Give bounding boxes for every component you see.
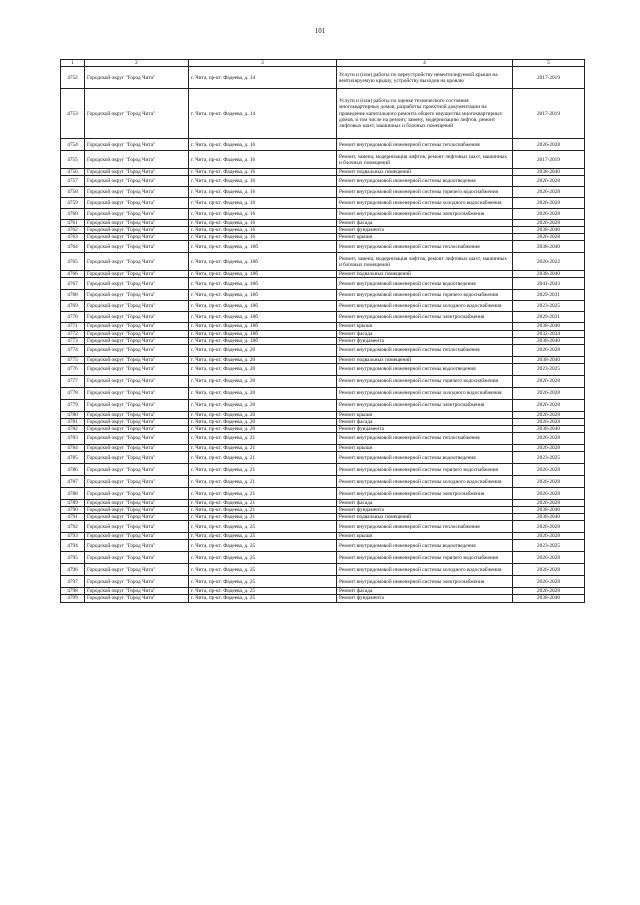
table-row [61, 375, 585, 387]
work-type-cell: Ремонт внутридомовой инженерной системы холодного водоснабжения [337, 476, 513, 488]
period-cell: 2023-2025 [513, 540, 585, 552]
work-type-cell: Ремонт фундамента [337, 227, 513, 234]
period-cell: 2017-2019 [513, 151, 585, 169]
period-cell: 2017-2019 [513, 67, 585, 89]
work-type-cell: Ремонт подвальных помещений [337, 169, 513, 176]
column-header: 3 [189, 60, 337, 67]
table-row [61, 595, 585, 602]
table-row [61, 169, 585, 176]
address-cell: г. Чита, пр-кт. Фадеева, д. 21 [189, 452, 337, 464]
municipality-cell: Городской округ "Город Чита" [85, 139, 189, 151]
period-cell: 2038-2040 [513, 227, 585, 234]
table-row [61, 464, 585, 476]
table-row [61, 198, 585, 209]
period-cell: 2017-2019 [513, 89, 585, 139]
row-number-cell: 4773 [61, 337, 85, 344]
address-cell: г. Чита, пр-кт. Фадеева, д. 20 [189, 363, 337, 375]
period-cell: 2041-2043 [513, 278, 585, 290]
address-cell: г. Чита, пр-кт. Фадеева, д. 25 [189, 521, 337, 533]
address-cell: г. Чита, пр-кт. Фадеева, д. 25 [189, 564, 337, 576]
address-cell: г. Чита, пр-кт. Фадеева, д. 21 [189, 514, 337, 521]
address-cell: г. Чита, пр-кт. Фадеева, д. 16 [189, 139, 337, 151]
work-type-cell: Ремонт внутридомовой инженерной системы водоотведения [337, 278, 513, 290]
row-number-cell: 4752 [61, 67, 85, 89]
municipality-cell: Городской округ "Город Чита" [85, 271, 189, 278]
address-cell: г. Чита, пр-кт. Фадеева, д. 18б [189, 330, 337, 337]
municipality-cell: Городской округ "Город Чита" [85, 198, 189, 209]
period-cell: 2026-2028 [513, 176, 585, 187]
work-type-cell: Ремонт фасада [337, 220, 513, 227]
work-type-cell: Услуги и (или) работы по оценке технического состояния многоквартирных домов, разработка проектной документации на проведение капитального ремонта общего имущества многоквартирных домов, в том числе на ремонт, замену, модернизацию лифтов, ремонт лифтовых шахт, машинных и блочных помещений [337, 89, 513, 139]
period-cell: 2026-2028 [513, 198, 585, 209]
address-cell: г. Чита, пр-кт. Фадеева, д. 20 [189, 375, 337, 387]
row-number-cell: 4753 [61, 89, 85, 139]
table-row [61, 588, 585, 595]
work-type-cell: Ремонт внутридомовой инженерной системы холодного водоснабжения [337, 387, 513, 399]
table-row [61, 187, 585, 198]
work-type-cell: Ремонт крыши [337, 234, 513, 241]
row-number-cell: 4776 [61, 363, 85, 375]
municipality-cell: Городской округ "Город Чита" [85, 552, 189, 564]
row-number-cell: 4783 [61, 433, 85, 445]
municipality-cell: Городской округ "Город Чита" [85, 507, 189, 514]
municipality-cell: Городской округ "Город Чита" [85, 387, 189, 399]
address-cell: г. Чита, пр-кт. Фадеева, д. 16 [189, 234, 337, 241]
work-type-cell: Услуги и (или) работы по переустройству невентилируемой крыши на вентилируемую крышу, устройству выходов на кровлю [337, 67, 513, 89]
address-cell: г. Чита, пр-кт. Фадеева, д. 18б [189, 290, 337, 301]
table-row [61, 399, 585, 411]
work-type-cell: Ремонт фасада [337, 588, 513, 595]
table-row [61, 278, 585, 290]
table-row [61, 312, 585, 323]
work-type-cell: Ремонт внутридомовой инженерной системы электроснабжения [337, 576, 513, 588]
address-cell: г. Чита, пр-кт. Фадеева, д. 21 [189, 507, 337, 514]
address-cell: г. Чита, пр-кт. Фадеева, д. 20 [189, 411, 337, 418]
municipality-cell: Городской округ "Город Чита" [85, 234, 189, 241]
municipality-cell: Городской округ "Город Чита" [85, 220, 189, 227]
table-row [61, 514, 585, 521]
table-row [61, 323, 585, 330]
table-row [61, 344, 585, 356]
row-number-cell: 4795 [61, 552, 85, 564]
work-type-cell: Ремонт внутридомовой инженерной системы водоотведения [337, 540, 513, 552]
table-row [61, 227, 585, 234]
work-type-cell: Ремонт фундамента [337, 507, 513, 514]
table-row [61, 89, 585, 139]
work-type-cell: Ремонт крыши [337, 445, 513, 452]
work-type-cell: Ремонт фасада [337, 330, 513, 337]
table-row [61, 476, 585, 488]
address-cell: г. Чита, пр-кт. Фадеева, д. 25 [189, 540, 337, 552]
table-row [61, 67, 585, 89]
table-row [61, 533, 585, 540]
row-number-cell: 4768 [61, 290, 85, 301]
work-type-cell: Ремонт крыши [337, 411, 513, 418]
address-cell: г. Чита, пр-кт. Фадеева, д. 21 [189, 476, 337, 488]
municipality-cell: Городской округ "Город Чита" [85, 278, 189, 290]
row-number-cell: 4798 [61, 588, 85, 595]
work-type-cell: Ремонт фундамента [337, 595, 513, 602]
row-number-cell: 4787 [61, 476, 85, 488]
municipality-cell: Городской округ "Город Чита" [85, 67, 189, 89]
period-cell: 2038-2040 [513, 514, 585, 521]
row-number-cell: 4791 [61, 514, 85, 521]
address-cell: г. Чита, пр-кт. Фадеева, д. 16 [189, 169, 337, 176]
row-number-cell: 4782 [61, 425, 85, 432]
period-cell: 2038-2040 [513, 337, 585, 344]
table-row [61, 330, 585, 337]
work-type-cell: Ремонт внутридомовой инженерной системы горячего водоснабжения [337, 375, 513, 387]
address-cell: г. Чита, пр-кт. Фадеева, д. 21 [189, 445, 337, 452]
row-number-cell: 4760 [61, 209, 85, 220]
table-row [61, 337, 585, 344]
work-type-cell: Ремонт фасада [337, 500, 513, 507]
period-cell: 2038-2040 [513, 323, 585, 330]
row-number-cell: 4767 [61, 278, 85, 290]
row-number-cell: 4754 [61, 139, 85, 151]
table-row [61, 290, 585, 301]
work-type-cell: Ремонт внутридомовой инженерной системы электроснабжения [337, 312, 513, 323]
period-cell: 2038-2040 [513, 507, 585, 514]
row-number-cell: 4797 [61, 576, 85, 588]
address-cell: г. Чита, пр-кт. Фадеева, д. 18б [189, 301, 337, 312]
work-type-cell: Ремонт внутридомовой инженерной системы горячего водоснабжения [337, 464, 513, 476]
address-cell: г. Чита, пр-кт. Фадеева, д. 16 [189, 187, 337, 198]
period-cell: 2026-2028 [513, 564, 585, 576]
row-number-cell: 4762 [61, 227, 85, 234]
address-cell: г. Чита, пр-кт. Фадеева, д. 18б [189, 241, 337, 253]
row-number-cell: 4794 [61, 540, 85, 552]
row-number-cell: 4771 [61, 323, 85, 330]
page-number: 101 [314, 27, 326, 35]
column-header: 1 [61, 60, 85, 67]
row-number-cell: 4775 [61, 356, 85, 363]
column-header: 2 [85, 60, 189, 67]
row-number-cell: 4756 [61, 169, 85, 176]
address-cell: г. Чита, пр-кт. Фадеева, д. 14 [189, 67, 337, 89]
municipality-cell: Городской округ "Город Чита" [85, 363, 189, 375]
row-number-cell: 4769 [61, 301, 85, 312]
period-cell: 2026-2028 [513, 399, 585, 411]
address-cell: г. Чита, пр-кт. Фадеева, д. 20 [189, 344, 337, 356]
work-type-cell: Ремонт внутридомовой инженерной системы водоотведения [337, 452, 513, 464]
address-cell: г. Чита, пр-кт. Фадеева, д. 18б [189, 312, 337, 323]
work-type-cell: Ремонт внутридомовой инженерной системы теплоснабжения [337, 241, 513, 253]
period-cell: 2026-2028 [513, 418, 585, 425]
period-cell: 2038-2040 [513, 356, 585, 363]
address-cell: г. Чита, пр-кт. Фадеева, д. 18б [189, 253, 337, 271]
period-cell: 2026-2028 [513, 411, 585, 418]
municipality-cell: Городской округ "Город Чита" [85, 344, 189, 356]
row-number-cell: 4786 [61, 464, 85, 476]
row-number-cell: 4792 [61, 521, 85, 533]
work-type-cell: Ремонт внутридомовой инженерной системы холодного водоснабжения [337, 301, 513, 312]
municipality-cell: Городской округ "Город Чита" [85, 356, 189, 363]
municipality-cell: Городской округ "Город Чита" [85, 151, 189, 169]
work-type-cell: Ремонт внутридомовой инженерной системы электроснабжения [337, 488, 513, 500]
address-cell: г. Чита, пр-кт. Фадеева, д. 16 [189, 209, 337, 220]
period-cell: 2026-2028 [513, 187, 585, 198]
row-number-cell: 4764 [61, 241, 85, 253]
row-number-cell: 4770 [61, 312, 85, 323]
row-number-cell: 4799 [61, 595, 85, 602]
work-type-cell: Ремонт внутридомовой инженерной системы электроснабжения [337, 209, 513, 220]
address-cell: г. Чита, пр-кт. Фадеева, д. 16 [189, 220, 337, 227]
table-row [61, 234, 585, 241]
address-cell: г. Чита, пр-кт. Фадеева, д. 18б [189, 337, 337, 344]
period-cell: 2026-2028 [513, 476, 585, 488]
row-number-cell: 4758 [61, 187, 85, 198]
table-row [61, 363, 585, 375]
work-type-cell: Ремонт внутридомовой инженерной системы водоотведения [337, 363, 513, 375]
capital-repair-table [60, 59, 585, 603]
address-cell: г. Чита, пр-кт. Фадеева, д. 18б [189, 271, 337, 278]
work-type-cell: Ремонт внутридомовой инженерной системы горячего водоснабжения [337, 552, 513, 564]
municipality-cell: Городской округ "Город Чита" [85, 337, 189, 344]
period-cell: 2026-2028 [513, 445, 585, 452]
row-number-cell: 4761 [61, 220, 85, 227]
address-cell: г. Чита, пр-кт. Фадеева, д. 25 [189, 595, 337, 602]
period-cell: 2026-2028 [513, 576, 585, 588]
work-type-cell: Ремонт внутридомовой инженерной системы теплоснабжения [337, 521, 513, 533]
table-row [61, 425, 585, 432]
address-cell: г. Чита, пр-кт. Фадеева, д. 21 [189, 488, 337, 500]
period-cell: 2026-2028 [513, 521, 585, 533]
table-row [61, 241, 585, 253]
work-type-cell: Ремонт крыши [337, 323, 513, 330]
table-row [61, 387, 585, 399]
municipality-cell: Городской округ "Город Чита" [85, 452, 189, 464]
row-number-cell: 4766 [61, 271, 85, 278]
address-cell: г. Чита, пр-кт. Фадеева, д. 25 [189, 588, 337, 595]
period-cell: 2026-2028 [513, 139, 585, 151]
row-number-cell: 4789 [61, 500, 85, 507]
table-row [61, 564, 585, 576]
table-row [61, 500, 585, 507]
period-cell: 2026-2028 [513, 500, 585, 507]
municipality-cell: Городской округ "Город Чита" [85, 399, 189, 411]
row-number-cell: 4781 [61, 418, 85, 425]
row-number-cell: 4793 [61, 533, 85, 540]
column-header: 4 [337, 60, 513, 67]
address-cell: г. Чита, пр-кт. Фадеева, д. 25 [189, 576, 337, 588]
work-type-cell: Ремонт фундамента [337, 337, 513, 344]
municipality-cell: Городской округ "Город Чита" [85, 433, 189, 445]
work-type-cell: Ремонт внутридомовой инженерной системы теплоснабжения [337, 139, 513, 151]
address-cell: г. Чита, пр-кт. Фадеева, д. 20 [189, 425, 337, 432]
table-row [61, 445, 585, 452]
period-cell: 2026-2028 [513, 488, 585, 500]
municipality-cell: Городской округ "Город Чита" [85, 595, 189, 602]
table-row [61, 301, 585, 312]
municipality-cell: Городской округ "Город Чита" [85, 533, 189, 540]
period-cell: 2038-2040 [513, 241, 585, 253]
work-type-cell: Ремонт фасада [337, 418, 513, 425]
period-cell: 2026-2028 [513, 552, 585, 564]
work-type-cell: Ремонт внутридомовой инженерной системы водоотведения [337, 176, 513, 187]
work-type-cell: Ремонт внутридомовой инженерной системы теплоснабжения [337, 344, 513, 356]
period-cell: 2023-2025 [513, 363, 585, 375]
row-number-cell: 4755 [61, 151, 85, 169]
period-cell: 2032-2034 [513, 330, 585, 337]
municipality-cell: Городской округ "Город Чита" [85, 514, 189, 521]
municipality-cell: Городской округ "Город Чита" [85, 576, 189, 588]
municipality-cell: Городской округ "Город Чита" [85, 500, 189, 507]
row-number-cell: 4788 [61, 488, 85, 500]
row-number-cell: 4765 [61, 253, 85, 271]
address-cell: г. Чита, пр-кт. Фадеева, д. 20 [189, 356, 337, 363]
address-cell: г. Чита, пр-кт. Фадеева, д. 25 [189, 552, 337, 564]
work-type-cell: Ремонт подвальных помещений [337, 271, 513, 278]
work-type-cell: Ремонт внутридомовой инженерной системы горячего водоснабжения [337, 290, 513, 301]
table-row [61, 356, 585, 363]
table-row [61, 209, 585, 220]
table-row [61, 540, 585, 552]
address-cell: г. Чита, пр-кт. Фадеева, д. 20 [189, 418, 337, 425]
address-cell: г. Чита, пр-кт. Фадеева, д. 21 [189, 500, 337, 507]
row-number-cell: 4778 [61, 387, 85, 399]
period-cell: 2026-2028 [513, 433, 585, 445]
period-cell: 2038-2040 [513, 595, 585, 602]
row-number-cell: 4774 [61, 344, 85, 356]
period-cell: 2029-2031 [513, 312, 585, 323]
address-cell: г. Чита, пр-кт. Фадеева, д. 20 [189, 399, 337, 411]
table-row [61, 521, 585, 533]
table-row [61, 433, 585, 445]
row-number-cell: 4784 [61, 445, 85, 452]
table-row [61, 139, 585, 151]
period-cell: 2026-2028 [513, 533, 585, 540]
period-cell: 2026-2028 [513, 220, 585, 227]
row-number-cell: 4757 [61, 176, 85, 187]
row-number-cell: 4763 [61, 234, 85, 241]
work-type-cell: Ремонт внутридомовой инженерной системы холодного водоснабжения [337, 198, 513, 209]
period-cell: 2038-2040 [513, 271, 585, 278]
table-row [61, 488, 585, 500]
municipality-cell: Городской округ "Город Чита" [85, 540, 189, 552]
work-type-cell: Ремонт, замена, модернизация лифтов, ремонт лифтовых шахт, машинных и блочных помещений [337, 151, 513, 169]
row-number-cell: 4772 [61, 330, 85, 337]
municipality-cell: Городской округ "Город Чита" [85, 425, 189, 432]
work-type-cell: Ремонт внутридомовой инженерной системы электроснабжения [337, 399, 513, 411]
work-type-cell: Ремонт внутридомовой инженерной системы горячего водоснабжения [337, 187, 513, 198]
row-number-cell: 4785 [61, 452, 85, 464]
period-cell: 2038-2040 [513, 425, 585, 432]
work-type-cell: Ремонт, замена, модернизация лифтов, ремонт лифтовых шахт, машинных и блочных помещений [337, 253, 513, 271]
row-number-cell: 4790 [61, 507, 85, 514]
work-type-cell: Ремонт подвальных помещений [337, 356, 513, 363]
municipality-cell: Городской округ "Город Чита" [85, 169, 189, 176]
period-cell: 2026-2028 [513, 234, 585, 241]
row-number-cell: 4780 [61, 411, 85, 418]
period-cell: 2023-2025 [513, 301, 585, 312]
municipality-cell: Городской округ "Город Чита" [85, 312, 189, 323]
table-row [61, 271, 585, 278]
address-cell: г. Чита, пр-кт. Фадеева, д. 16 [189, 198, 337, 209]
municipality-cell: Городской округ "Город Чита" [85, 330, 189, 337]
address-cell: г. Чита, пр-кт. Фадеева, д. 16 [189, 227, 337, 234]
municipality-cell: Городской округ "Город Чита" [85, 375, 189, 387]
period-cell: 2026-2028 [513, 387, 585, 399]
row-number-cell: 4777 [61, 375, 85, 387]
table-row [61, 552, 585, 564]
address-cell: г. Чита, пр-кт. Фадеева, д. 16 [189, 151, 337, 169]
municipality-cell: Городской округ "Город Чита" [85, 411, 189, 418]
period-cell: 2023-2025 [513, 452, 585, 464]
address-cell: г. Чита, пр-кт. Фадеева, д. 18б [189, 278, 337, 290]
work-type-cell: Ремонт внутридомовой инженерной системы теплоснабжения [337, 433, 513, 445]
address-cell: г. Чита, пр-кт. Фадеева, д. 25 [189, 533, 337, 540]
period-cell: 2026-2028 [513, 209, 585, 220]
address-cell: г. Чита, пр-кт. Фадеева, д. 18б [189, 323, 337, 330]
table-row [61, 253, 585, 271]
address-cell: г. Чита, пр-кт. Фадеева, д. 21 [189, 464, 337, 476]
period-cell: 2026-2028 [513, 344, 585, 356]
period-cell: 2020-2022 [513, 253, 585, 271]
table-row [61, 576, 585, 588]
table-header-row [61, 60, 585, 67]
municipality-cell: Городской округ "Город Чита" [85, 588, 189, 595]
table-row [61, 220, 585, 227]
period-cell: 2026-2028 [513, 375, 585, 387]
municipality-cell: Городской округ "Город Чита" [85, 464, 189, 476]
municipality-cell: Городской округ "Город Чита" [85, 418, 189, 425]
table-row [61, 411, 585, 418]
row-number-cell: 4759 [61, 198, 85, 209]
address-cell: г. Чита, пр-кт. Фадеева, д. 20 [189, 387, 337, 399]
municipality-cell: Городской округ "Город Чита" [85, 445, 189, 452]
municipality-cell: Городской округ "Город Чита" [85, 521, 189, 533]
municipality-cell: Городской округ "Город Чита" [85, 176, 189, 187]
period-cell: 2029-2031 [513, 290, 585, 301]
municipality-cell: Городской округ "Город Чита" [85, 253, 189, 271]
address-cell: г. Чита, пр-кт. Фадеева, д. 21 [189, 433, 337, 445]
table-row [61, 507, 585, 514]
table-row [61, 452, 585, 464]
municipality-cell: Городской округ "Город Чита" [85, 301, 189, 312]
work-type-cell: Ремонт фундамента [337, 425, 513, 432]
municipality-cell: Городской округ "Город Чита" [85, 476, 189, 488]
work-type-cell: Ремонт внутридомовой инженерной системы холодного водоснабжения [337, 564, 513, 576]
municipality-cell: Городской округ "Город Чита" [85, 209, 189, 220]
period-cell: 2038-2040 [513, 169, 585, 176]
municipality-cell: Городской округ "Город Чита" [85, 241, 189, 253]
municipality-cell: Городской округ "Город Чита" [85, 227, 189, 234]
municipality-cell: Городской округ "Город Чита" [85, 187, 189, 198]
table-row [61, 176, 585, 187]
address-cell: г. Чита, пр-кт. Фадеева, д. 14 [189, 89, 337, 139]
municipality-cell: Городской округ "Город Чита" [85, 488, 189, 500]
column-header: 5 [513, 60, 585, 67]
period-cell: 2026-2028 [513, 464, 585, 476]
table-row [61, 418, 585, 425]
table-row [61, 151, 585, 169]
row-number-cell: 4779 [61, 399, 85, 411]
address-cell: г. Чита, пр-кт. Фадеева, д. 16 [189, 176, 337, 187]
period-cell: 2026-2028 [513, 588, 585, 595]
work-type-cell: Ремонт крыши [337, 533, 513, 540]
municipality-cell: Городской округ "Город Чита" [85, 564, 189, 576]
row-number-cell: 4796 [61, 564, 85, 576]
municipality-cell: Городской округ "Город Чита" [85, 290, 189, 301]
municipality-cell: Городской округ "Город Чита" [85, 89, 189, 139]
work-type-cell: Ремонт подвальных помещений [337, 514, 513, 521]
municipality-cell: Городской округ "Город Чита" [85, 323, 189, 330]
